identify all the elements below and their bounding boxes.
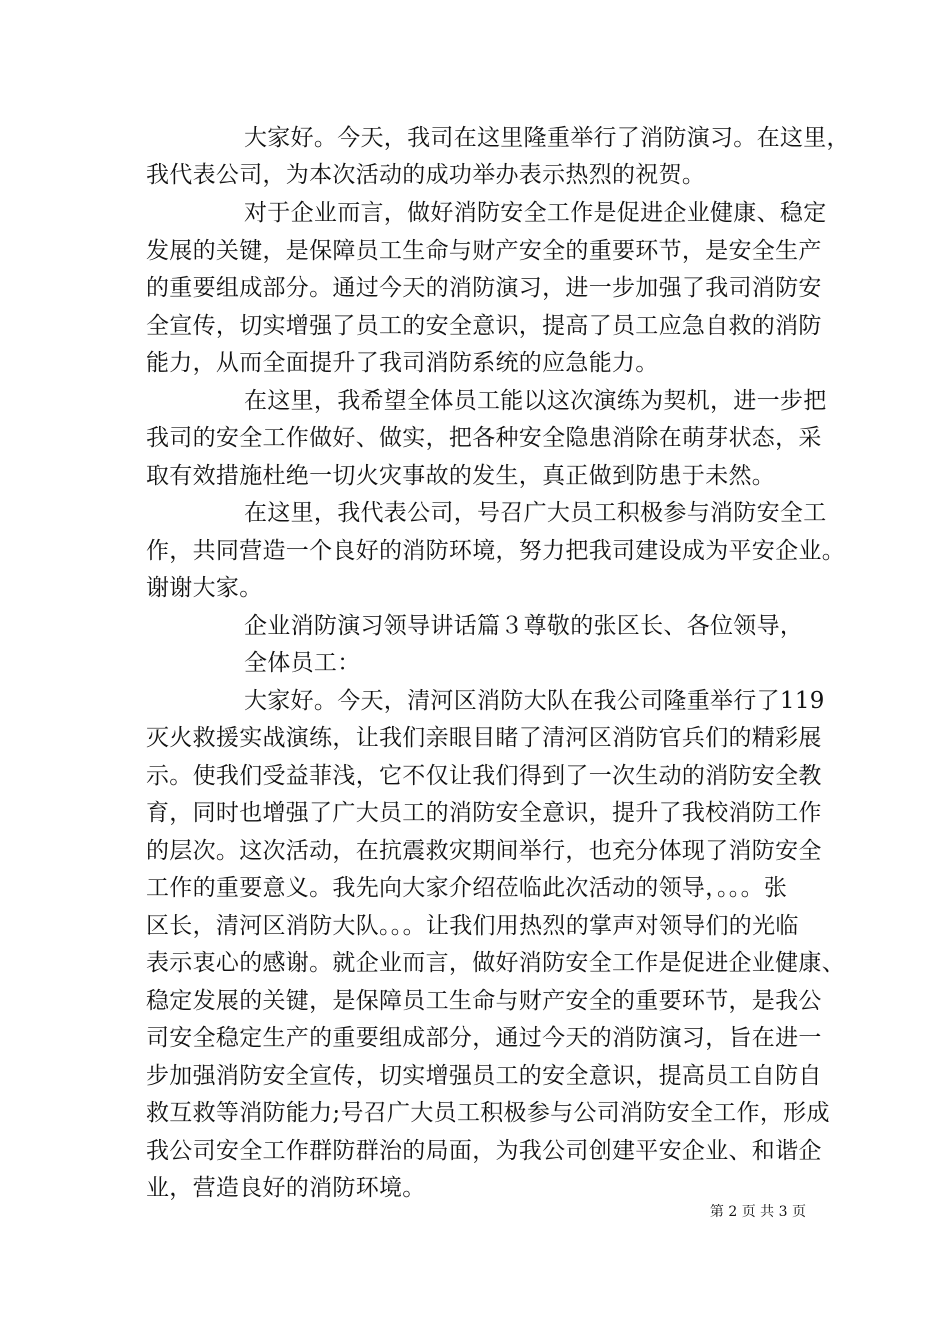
paragraph-7-line-6: 工作的重要意义。我先向大家介绍莅临此次活动的领导，。。。张 [146, 875, 788, 901]
paragraph-7-line-14: 业，营造良好的消防环境。 [146, 1175, 426, 1201]
salutation-line: 全体员工： [244, 650, 361, 676]
page-number-footer: 第 2 页 共 3 页 [709, 1204, 806, 1220]
paragraph-7-line-5: 的层次。这次活动，在抗震救灾期间举行，也充分体现了消防安全 [146, 838, 822, 864]
paragraph-7-line-3: 示。使我们受益菲浅，它不仅让我们得到了一次生动的消防安全教 [146, 763, 822, 789]
paragraph-2-line-5: 能力，从而全面提升了我司消防系统的应急能力。 [146, 350, 659, 376]
paragraph-7-line-11: 步加强消防安全宣传，切实增强员工的安全意识，提高员工自防自 [146, 1063, 822, 1089]
paragraph-7-line-2: 灭火救援实战演练，让我们亲眼目睹了清河区消防官兵们的精彩展 [146, 725, 822, 751]
paragraph-1-line-1: 大家好。今天，我司在这里隆重举行了消防演习。在这里， [244, 125, 850, 151]
paragraph-3-line-1: 在这里，我希望全体员工能以这次演练为契机，进一步把 [244, 388, 827, 414]
paragraph-7-line-13: 我公司安全工作群防群治的局面，为我公司创建平安企业、和谐企 [146, 1138, 822, 1164]
paragraph-2-line-1: 对于企业而言，做好消防安全工作是促进企业健康、稳定 [244, 200, 827, 226]
section-heading-line: 企业消防演习领导讲话篇３尊敬的张区长、各位领导， [244, 613, 804, 639]
paragraph-7-line-7: 区长，清河区消防大队。。。让我们用热烈的掌声对领导们的光临 [146, 913, 799, 939]
paragraph-7-line-9: 稳定发展的关键，是保障员工生命与财产安全的重要环节，是我公 [146, 988, 822, 1014]
paragraph-2-line-3: 的重要组成部分。通过今天的消防演习，进一步加强了我司消防安 [146, 275, 822, 301]
paragraph-7-line-4: 育，同时也增强了广大员工的消防安全意识，提升了我校消防工作 [146, 800, 822, 826]
paragraph-4-line-2: 作，共同营造一个良好的消防环境，努力把我司建设成为平安企业。 [146, 538, 845, 564]
paragraph-2-line-2: 发展的关键，是保障员工生命与财产安全的重要环节，是安全生产 [146, 238, 822, 264]
paragraph-4-line-1: 在这里，我代表公司，号召广大员工积极参与消防安全工 [244, 500, 827, 526]
paragraph-4-line-3: 谢谢大家。 [146, 575, 263, 601]
paragraph-7-line-10: 司安全稳定生产的重要组成部分，通过今天的消防演习，旨在进一 [146, 1025, 822, 1051]
paragraph-7-line-1: 大家好。今天，清河区消防大队在我公司隆重举行了119 [244, 688, 825, 714]
paragraph-3-line-2: 我司的安全工作做好、做实，把各种安全隐患消除在萌芽状态，采 [146, 425, 822, 451]
paragraph-7-line-8: 表示衷心的感谢。就企业而言，做好消防安全工作是促进企业健康、 [146, 950, 845, 976]
paragraph-1-line-2: 我代表公司，为本次活动的成功举办表示热烈的祝贺。 [146, 162, 706, 188]
paragraph-2-line-4: 全宣传，切实增强了员工的安全意识，提高了员工应急自救的消防 [146, 313, 822, 339]
paragraph-7-line-12: 救互救等消防能力;号召广大员工积极参与公司消防安全工作，形成 [146, 1100, 830, 1126]
paragraph-3-line-3: 取有效措施杜绝一切火灾事故的发生，真正做到防患于未然。 [146, 463, 776, 489]
